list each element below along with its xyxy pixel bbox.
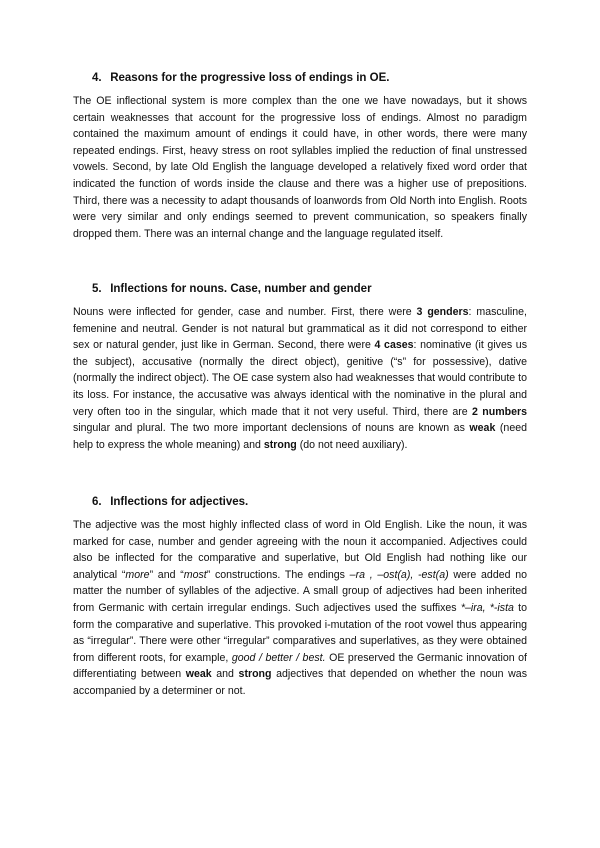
section-heading — [73, 495, 527, 509]
section-paragraph — [73, 93, 527, 242]
bold-term: weak — [469, 422, 496, 435]
section-number: 5. — [92, 283, 102, 295]
paragraph-text: : masculine, femenine and neutral. Gender is not natural but grammatical as it did not correspond to either sex or natural gender, just like in German. Second, there were — [73, 306, 528, 352]
paragraph-text: were added no matter the number of syllables of the adjective. A small group of adjectives had been inherited from Germanic with certain irregular endings. Such adjectives used the suffixes — [73, 568, 527, 614]
paragraph-text: Nouns were inflected for gender, case and number. First, there were — [73, 306, 417, 318]
paragraph-text: : nominative (it gives us the subject), accusative (normally the direct object), genitive (“s” for possessive), dative (normally the indirect object). The OE case system also had weaknesses that would contribute to its loss. For instance, the accusative was always identical with the nominative in the plural and very often too in the singular, which made that it not very useful. Third, there are — [73, 339, 527, 418]
bold-term: 4 cases — [374, 339, 414, 352]
section-title: Reasons for the progressive loss of endings in OE. — [110, 72, 390, 84]
paragraph-text: adjectives that depended on whether the noun was accompanied by a determiner or not. — [73, 668, 527, 697]
bold-term: strong — [238, 668, 272, 681]
italic-term: *–ira, *-ista — [460, 601, 514, 614]
bold-term: strong — [263, 438, 297, 451]
section-paragraph — [73, 517, 527, 700]
paragraph-text: The OE inflectional system is more complex than the one we have nowadays, but it shows certain weaknesses that account for the progressive loss of endings. Almost no paradigm contained the maximum amount of endings it could have, in other words, there were many repeated endings. First, heavy stress on root syllables implied the reduction of final unstressed vowels. Second, by late Old English the language developed a relatively fixed word order that indicated the function of words inside the clause and there was a higher use of prepositions. Third, there was a necessity to adapt thousands of loanwords from Old North into English. Roots were very similar and only endings seemed to prevent communication, so speakers finally dropped them. There was an internal change and the language regulated itself. — [73, 95, 527, 240]
section-heading — [73, 282, 527, 296]
bold-term: 2 numbers — [472, 405, 527, 418]
section-number: 6. — [92, 496, 102, 508]
section-4 — [73, 71, 527, 242]
paragraph-text: (do not need auxiliary). — [296, 438, 408, 451]
section-6 — [73, 495, 527, 700]
section-5 — [73, 282, 527, 453]
paragraph-text: OE preserved the Germanic innovation of differentiating between — [73, 651, 527, 681]
bold-term: weak — [185, 668, 212, 681]
paragraph-text: ” and “ — [149, 568, 184, 581]
section-heading — [73, 71, 527, 85]
section-title: Inflections for adjectives. — [110, 496, 249, 508]
paragraph-text: to form the comparative and superlative. This provoked i-mutation of the root vowel thus appearing as “irregular”. There were other “irregular” comparatives and superlatives, as they were obtained from different roots, for example, — [73, 601, 527, 664]
paragraph-text: (need help to express the whole meaning) and — [73, 422, 527, 451]
italic-term: most — [183, 568, 207, 581]
section-title: Inflections for nouns. Case, number and gender — [110, 283, 372, 295]
section-paragraph — [73, 304, 527, 453]
italic-term: good / better / best. — [231, 651, 326, 664]
section-number: 4. — [92, 72, 102, 84]
paragraph-text: singular and plural. The two more important declensions of nouns are known as — [73, 422, 470, 435]
italic-term: more — [125, 568, 150, 581]
bold-term: 3 genders — [416, 306, 469, 318]
paragraph-text: and — [211, 668, 239, 681]
italic-term: –ra , –ost(a), -est(a) — [349, 568, 449, 581]
paragraph-text: ” constructions. The endings — [206, 568, 350, 581]
paragraph-text: The adjective was the most highly inflected class of word in Old English. Like the noun, it was marked for case, number and gender agreeing with the noun it accompanied. Adjectives could also be inflected for the comparative and superlative, but Old English had nothing like our analytical “ — [73, 519, 527, 581]
